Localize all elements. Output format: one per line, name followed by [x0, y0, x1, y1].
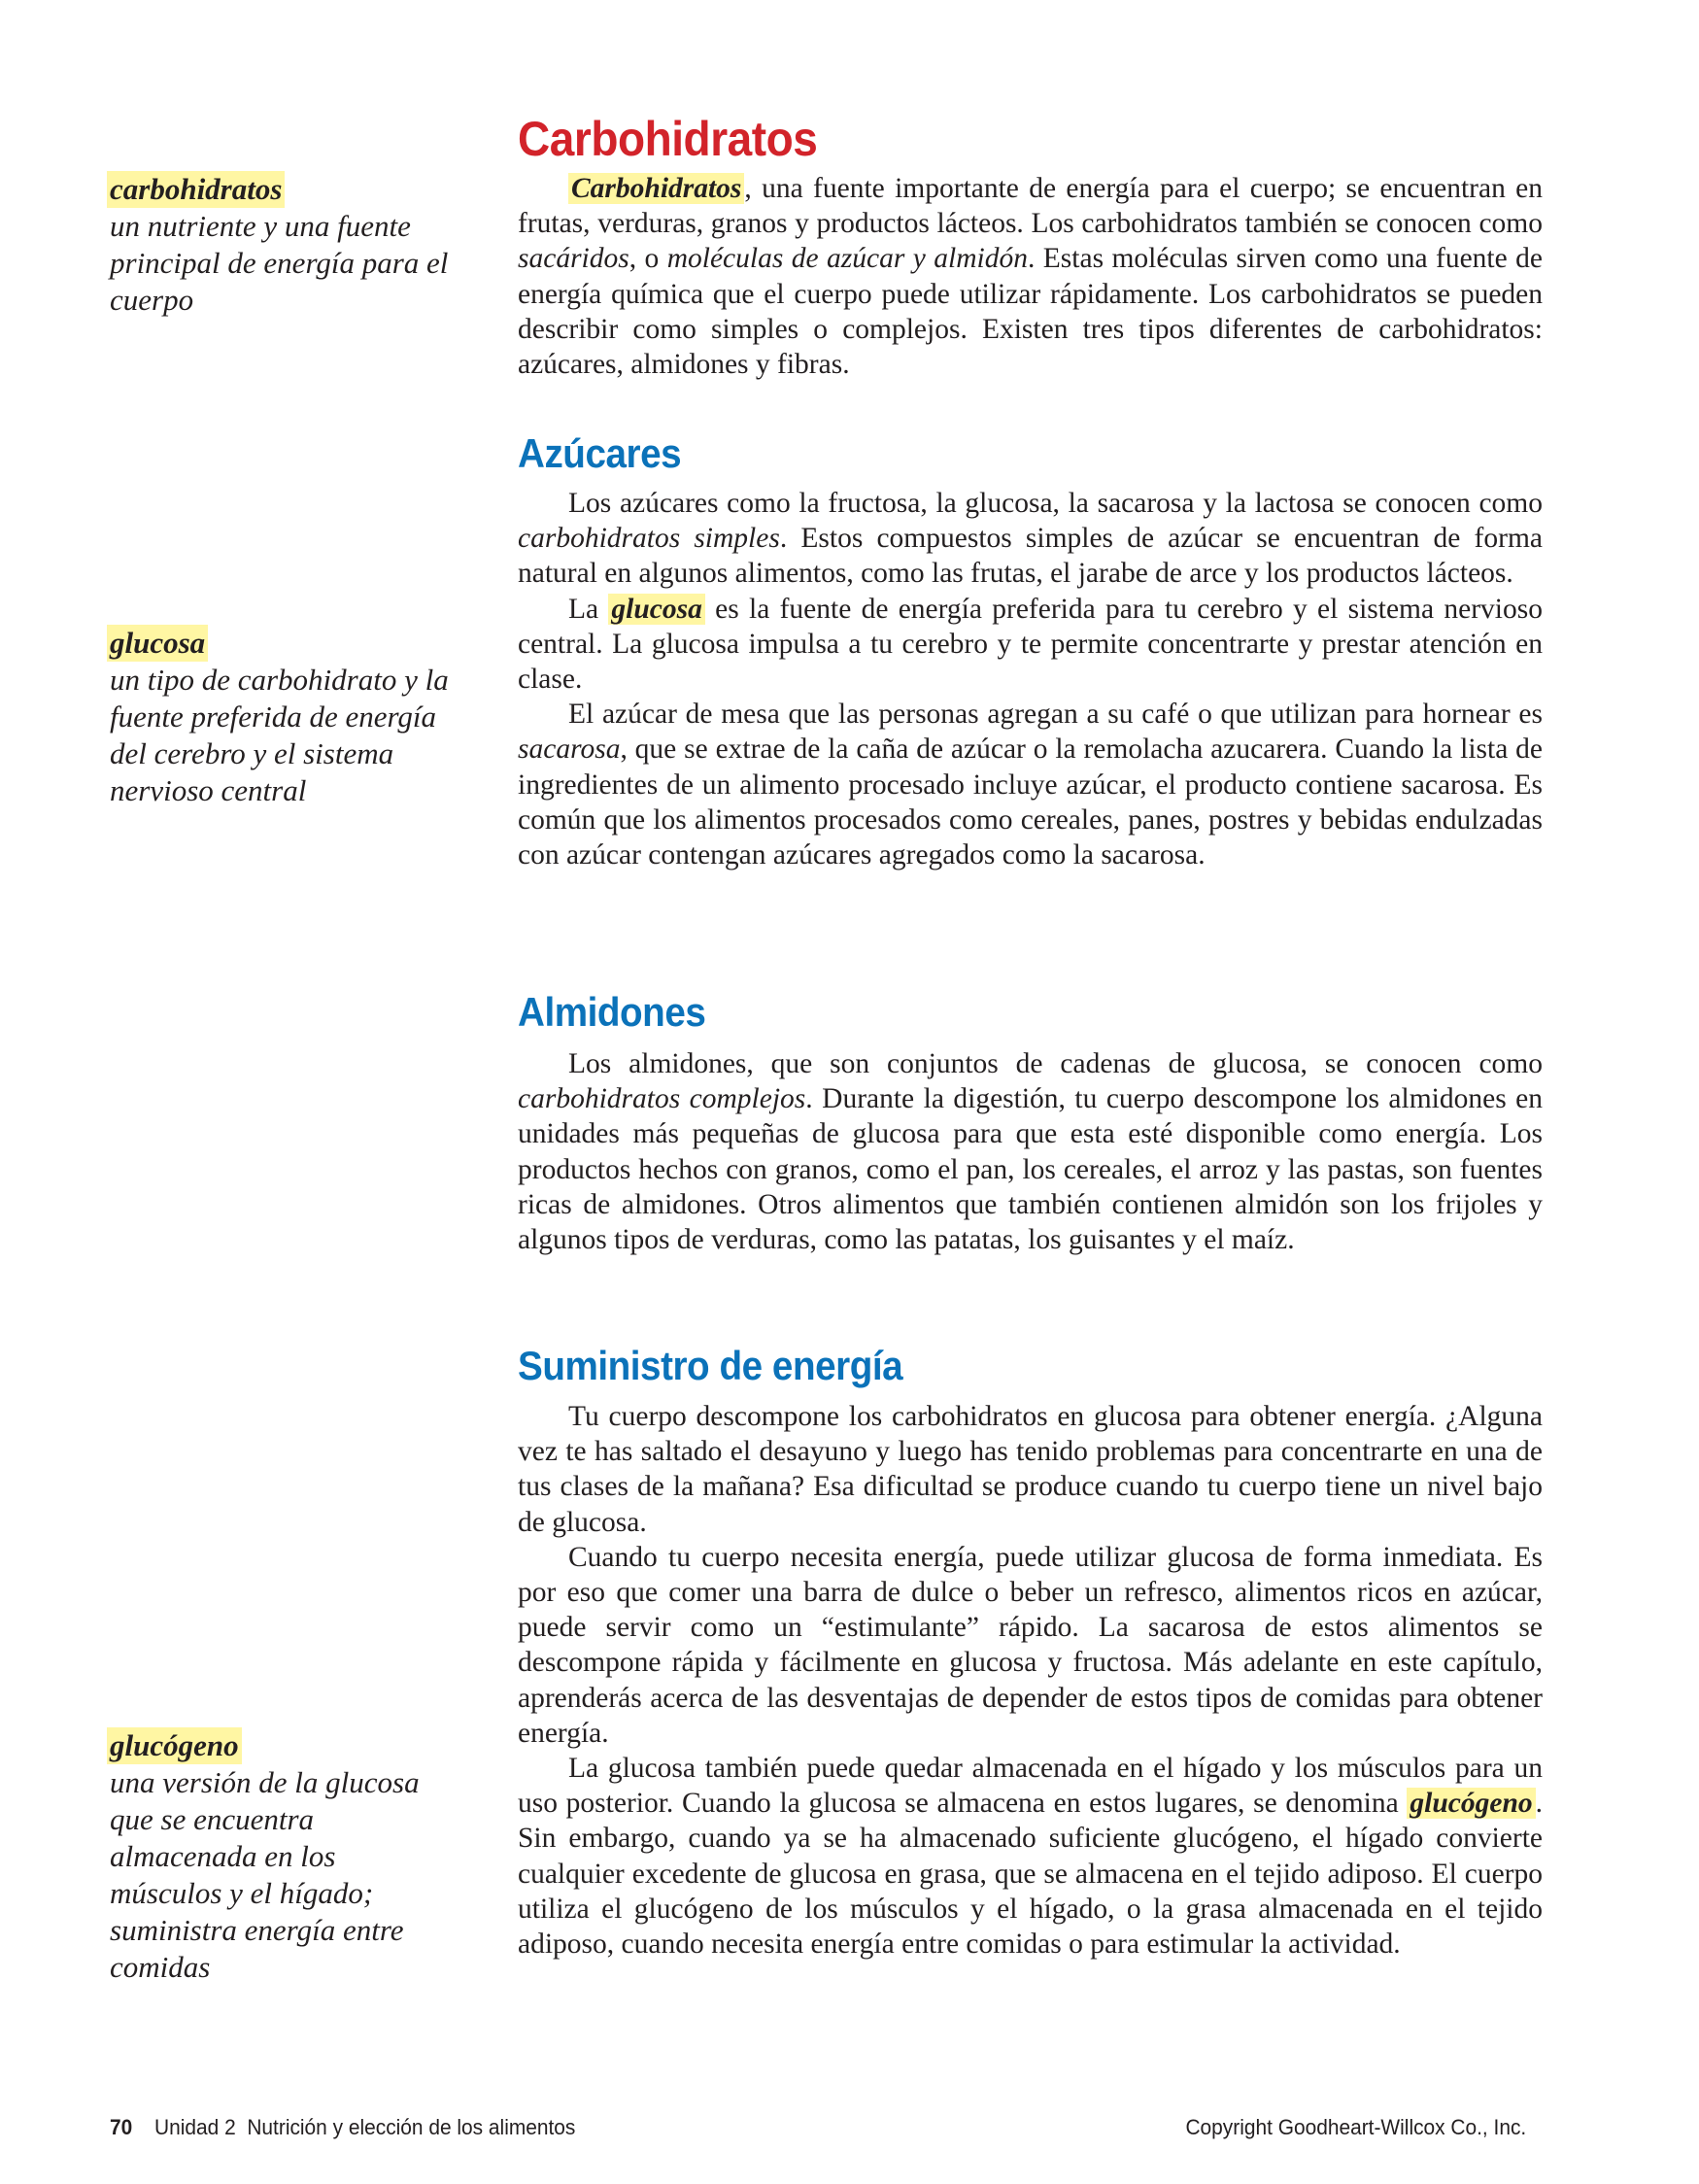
paragraph: Cuando tu cuerpo necesita energía, puede utilizar glucosa de forma inmediata. Es por eso que comer una barra de dulce o beber un refresco, alimentos ricos en azúcar, puede servir como un “estimulante” rápido. La sacarosa de estos alimentos se descompone rápida y fácilmente en glucosa y fructosa. Más adelante en este capítulo, aprenderás acerca de las desventajas de depender de estos tipos de comidas para obtener energía.: [518, 1541, 1543, 1749]
paragraph: [518, 486, 1543, 592]
section-azucares-body: [518, 486, 1543, 872]
paragraph: [518, 592, 1543, 698]
heading-suministro-de-energia: Suministro de energía: [518, 1343, 903, 1388]
text: , una fuente importante de energía para el cuerpo; se encuentran en frutas, verduras, granos y productos lácteos. Los carbohidratos también se conocen como: [518, 173, 1543, 240]
highlighted-term: glucógeno: [1407, 1788, 1535, 1819]
text: El azúcar de mesa que las personas agregan a su café o que utilizan para hornear es: [568, 699, 1543, 731]
text: La glucosa también puede quedar almacenada en el hígado y los músculos para un uso posterior. Cuando la glucosa se almacena en estos lugares, se denomina: [518, 1753, 1543, 1820]
page-footer: [110, 2115, 1527, 2140]
italic-text: sacarosa: [518, 734, 621, 766]
text: , que se extrae de la caña de azúcar o la remolacha azucarera. Cuando la lista de ingredientes de un alimento procesado incluye azúcar, el producto contiene sacarosa. Es común que los alimentos procesados como cereales, panes, postres y bebidas endulzadas con azúcar contengan azúcares agregados como la sacarosa.: [518, 734, 1543, 871]
text: . Sin embargo, cuando ya se ha almacenado suficiente glucógeno, el hígado convierte cualquier excedente de glucosa en grasa, que se almacena en el tejido adiposo. El cuerpo utiliza el glucógeno de los músculos y el hígado, o la grasa almacenada en el tejido adiposo, cuando necesita energía entre comidas o para estimular la actividad.: [518, 1788, 1543, 1961]
text: . Estas moléculas sirven como una fuente de energía química que el cuerpo puede utilizar rápidamente. Los carbohidratos se pueden describir como simples o complejos. Existen tres tipos diferentes de carbohidratos: azúcares, almidones y fibras.: [518, 243, 1543, 381]
heading-almidones: Almidones: [518, 989, 706, 1035]
section-carbohidratos-body: [518, 171, 1543, 382]
text: Los almidones, que son conjuntos de cadenas de glucosa, se conocen como: [568, 1048, 1543, 1079]
text: La: [568, 593, 609, 625]
heading-azucares: Azúcares: [518, 430, 682, 476]
highlighted-term: glucosa: [608, 594, 704, 625]
text: Los azúcares como la fructosa, la glucosa, la sacarosa y la lactosa se conocen como: [568, 488, 1543, 519]
paragraph: [518, 171, 1543, 382]
text: . Durante la digestión, tu cuerpo descompone los almidones en unidades más pequeñas de glucosa para que esta esté disponible como energía. Los productos hechos con granos, como el pan, los cereales, el arroz y las pastas, son fuentes ricas de almidones. Otros alimentos que también contienen almidón son los frijoles y algunos tipos de verduras, como las patatas, los guisantes y el maíz.: [518, 1083, 1543, 1256]
italic-text: carbohidratos simples: [518, 523, 780, 555]
heading-carbohidratos: Carbohidratos: [518, 112, 818, 166]
glossary-entry-glucogeno: [110, 1727, 440, 1986]
text: , o: [629, 243, 667, 275]
glossary-definition: un nutriente y una fuente principal de energía para el cuerpo: [110, 209, 449, 317]
glossary-definition: un tipo de carbohidrato y la fuente preferida de energía del cerebro y el sistema nervioso central: [110, 663, 449, 807]
glossary-entry-glucosa: [110, 625, 469, 809]
glossary-definition: una versión de la glucosa que se encuentra almacenada en los músculos y el hígado; suministra energía entre comidas: [110, 1765, 420, 1984]
paragraph: Tu cuerpo descompone los carbohidratos en glucosa para obtener energía. ¿Alguna vez te has saltado el desayuno y luego has tenido problemas para concentrarte en una de tus clases de la mañana? Esa dificultad se produce cuando tu cuerpo tiene un nivel bajo de glucosa.: [518, 1401, 1543, 1538]
glossary-term: glucógeno: [107, 1727, 242, 1764]
glossary-term: carbohidratos: [107, 171, 285, 208]
section-energia-body: [518, 1399, 1543, 1962]
italic-text: moléculas de azúcar y almidón: [666, 243, 1028, 275]
italic-text: carbohidratos complejos: [518, 1083, 806, 1115]
copyright: Copyright Goodheart-Willcox Co., Inc.: [1185, 2115, 1527, 2139]
paragraph: [518, 697, 1543, 872]
paragraph: [518, 1751, 1543, 1962]
glossary-entry-carbohidratos: [110, 171, 469, 319]
highlighted-term: Carbohidratos: [568, 173, 744, 204]
italic-text: sacáridos: [518, 243, 629, 275]
page-number: 70: [110, 2115, 133, 2139]
glossary-term: glucosa: [107, 625, 208, 662]
text: es la fuente de energía preferida para tu cerebro y el sistema nervioso central. La glucosa impulsa a tu cerebro y te permite concentrarte y prestar atención en clase.: [518, 593, 1543, 696]
paragraph: [518, 1046, 1543, 1257]
text: . Estos compuestos simples de azúcar se encuentran de forma natural en algunos alimentos, como las frutas, el jarabe de arce y los productos lácteos.: [518, 523, 1543, 590]
unit-title: Unidad 2 Nutrición y elección de los alimentos: [154, 2115, 576, 2139]
section-almidones-body: [518, 1046, 1543, 1257]
